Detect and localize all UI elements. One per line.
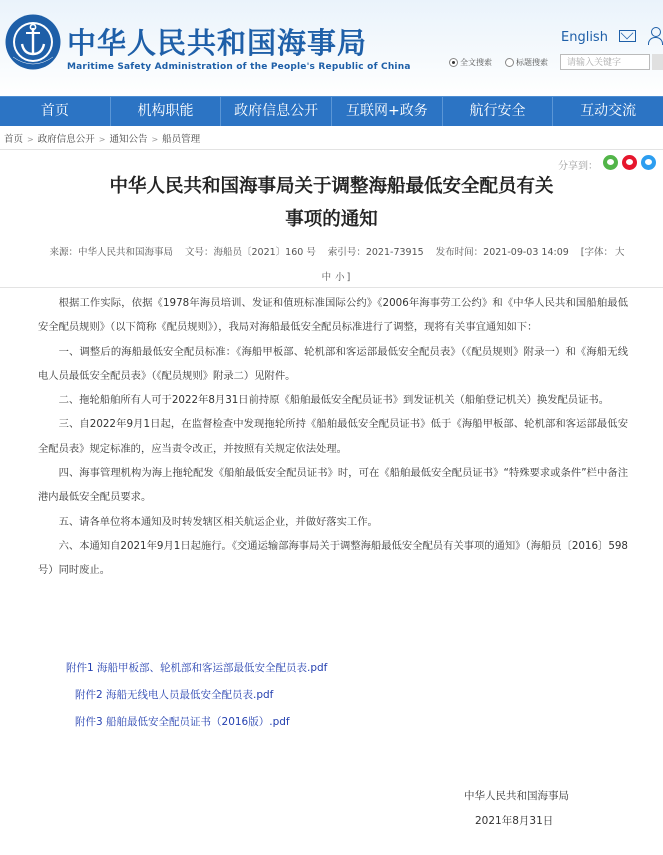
site-title-cn: 中华人民共和国海事局 — [67, 26, 368, 60]
mail-icon[interactable] — [619, 30, 636, 42]
msa-logo[interactable] — [4, 13, 62, 71]
breadcrumb-crew-management[interactable]: 船员管理 — [162, 134, 201, 145]
breadcrumb-notices[interactable]: 通知公告 — [109, 134, 148, 145]
radio-dot-icon — [505, 58, 514, 67]
paragraph: 二、拖轮船舶所有人可于2022年8月31日前持原《船舶最低安全配员证书》到发证机关（船舶登记机关）换发配员证书。 — [58, 394, 609, 407]
meta-index-number: 索引号：2021-73915 — [327, 247, 424, 258]
nav-interaction[interactable]: 互动交流 — [580, 103, 637, 119]
attachment-list — [66, 655, 327, 736]
paragraph: 四、海事管理机构为海上拖轮配发《船舶最低安全配员证书》时，可在《船舶最低安全配员证书》“特殊要求或条件”栏中备注港内最低安全配员要求。 — [38, 467, 628, 504]
english-link[interactable]: English — [561, 30, 608, 45]
divider — [0, 149, 663, 150]
wechat-icon[interactable] — [603, 155, 618, 170]
nav-internet-services[interactable]: 互联网+政务 — [332, 97, 443, 126]
article-title — [70, 170, 593, 236]
attachment-link-3[interactable]: 附件3 船舶最低安全配员证书（2016版）.pdf — [75, 716, 290, 728]
font-size-large[interactable]: 大 — [615, 247, 625, 258]
meta-source: 来源：中华人民共和国海事局 — [49, 247, 173, 258]
search-input[interactable] — [560, 54, 650, 70]
chevron-right-icon: > — [98, 135, 106, 144]
signer: 中华人民共和国海事局 — [464, 790, 569, 802]
radio-title-search[interactable] — [505, 56, 548, 68]
search-button[interactable] — [652, 54, 663, 70]
attachment-link-1[interactable]: 附件1 海船甲板部、轮机部和客运部最低安全配员表.pdf — [66, 662, 328, 674]
breadcrumb — [4, 131, 200, 145]
radio-fulltext-search[interactable] — [449, 56, 492, 68]
radio-label: 标题搜索 — [516, 57, 548, 67]
paragraph: 五、请各单位将本通知及时转发辖区相关航运企业，并做好落实工作。 — [58, 515, 378, 528]
nav-navigation-safety[interactable]: 航行安全 — [443, 97, 554, 126]
paragraph: 六、本通知自2021年9月1日起施行。《交通运输部海事局关于调整海船最低安全配员有关事项的通知》（海船员〔2016〕598号）同时废止。 — [38, 539, 628, 577]
font-size-medium[interactable]: 中 — [321, 272, 332, 283]
weibo-icon[interactable] — [622, 155, 637, 170]
article-meta — [40, 240, 630, 290]
radio-dot-icon — [449, 58, 458, 67]
site-header — [0, 0, 663, 96]
nav-home[interactable]: 首页 — [0, 97, 111, 126]
font-size-label: [字体： — [580, 247, 613, 258]
font-size-close: ] — [346, 272, 351, 283]
meta-publish-time: 发布时间：2021-09-03 14:09 — [435, 247, 569, 258]
chevron-right-icon: > — [27, 135, 34, 144]
nav-gov-info[interactable]: 政府信息公开 — [221, 97, 332, 126]
nav-organization[interactable]: 机构职能 — [111, 97, 222, 126]
main-nav — [0, 96, 663, 126]
meta-doc-number: 文号：海船员〔2021〕160 号 — [185, 247, 316, 258]
chevron-right-icon: > — [151, 135, 159, 144]
font-size-small[interactable]: 小 — [335, 272, 345, 283]
sign-date: 2021年8月31日 — [475, 815, 554, 827]
article-title-line-2: 事项的通知 — [285, 209, 378, 230]
share-label: 分享到： — [558, 161, 598, 172]
attachment-link-2[interactable]: 附件2 海船无线电人员最低安全配员表.pdf — [75, 689, 274, 701]
paragraph: 根据工作实际，依据《1978年海员培训、发证和值班标准国际公约》《2006年海事劳工公约》和《中华人民共和国船舶最低安全配员规则》（以下简称《配员规则》），我局对海船最低安全配员标准进行了调整，现将有关事宜通知如下： — [38, 297, 628, 334]
user-icon[interactable] — [648, 27, 663, 44]
site-title-en: Maritime Safety Administration of the People's Republic of China — [67, 62, 411, 72]
paragraph: 三、自2022年9月1日起，在监督检查中发现拖轮所持《船舶最低安全配员证书》低于《海船甲板部、轮机部和客运部最低安全配员表》规定标准的，应当责令改正，并按照有关规定依法处理。 — [38, 418, 628, 455]
qzone-icon[interactable] — [641, 155, 656, 170]
breadcrumb-gov-info[interactable]: 政府信息公开 — [37, 134, 95, 145]
article-title-line-1: 中华人民共和国海事局关于调整海船最低安全配员有关 — [109, 176, 554, 197]
divider — [0, 287, 663, 288]
article-body — [38, 291, 628, 583]
breadcrumb-home[interactable]: 首页 — [4, 134, 24, 145]
radio-label: 全文搜索 — [460, 57, 492, 67]
paragraph: 一、调整后的海船最低安全配员标准：《海船甲板部、轮机部和客运部最低安全配员表》（《配员规则》附录一）和《海船无线电人员最低安全配员表》（《配员规则》附录二）见附件。 — [38, 345, 628, 382]
